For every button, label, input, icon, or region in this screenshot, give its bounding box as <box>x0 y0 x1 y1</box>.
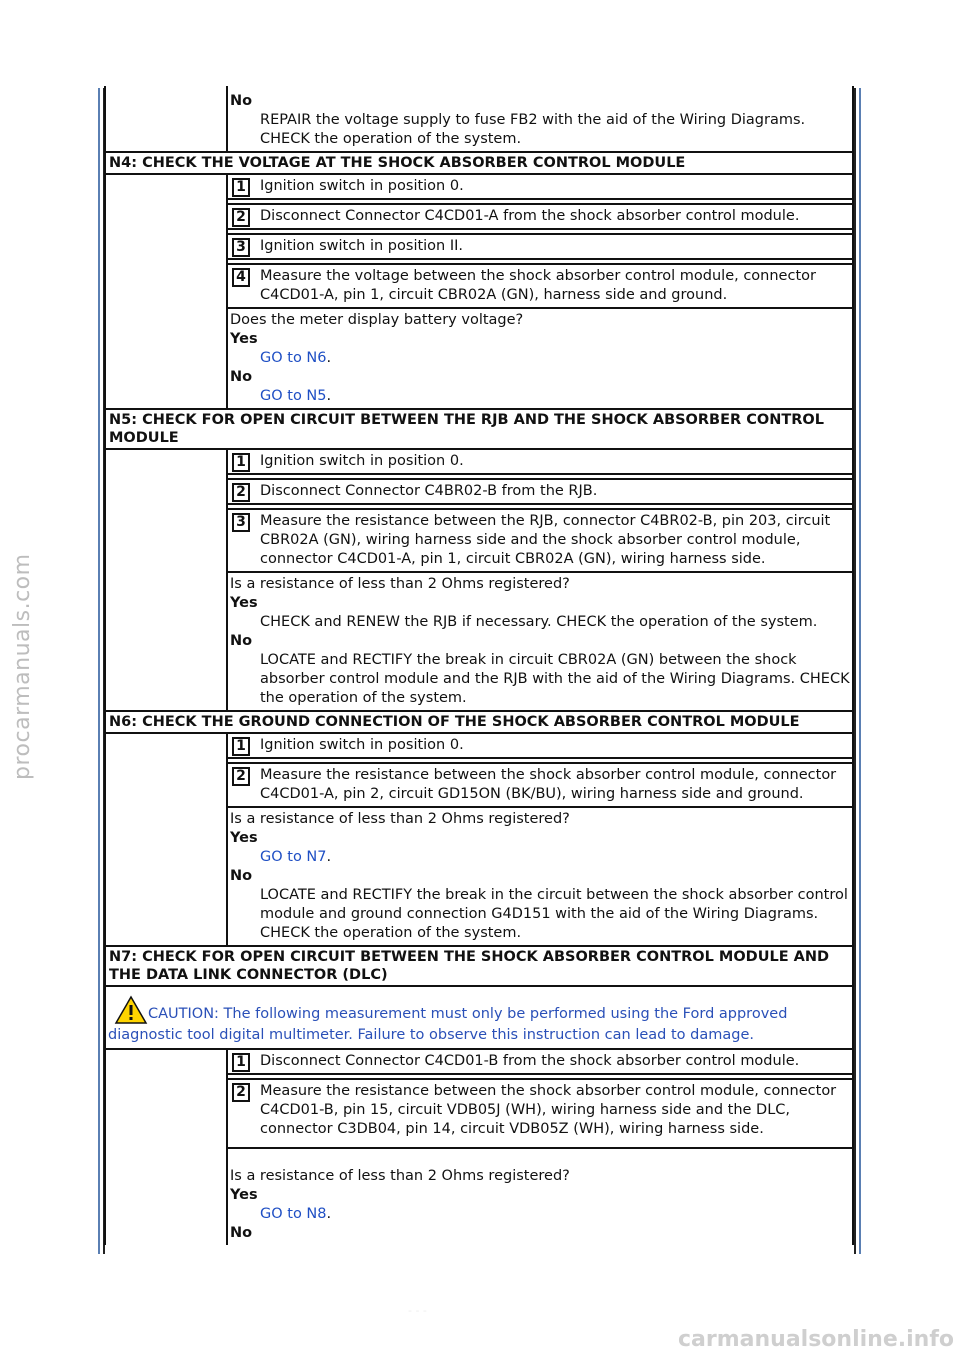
page-number: - - - <box>408 1304 427 1317</box>
step-number: 1 <box>232 178 250 197</box>
link-suffix: . <box>326 849 332 865</box>
step-text: Measure the resistance between the RJB, connector C4BR02-B, pin 203, circuit CBR02A (GN), wiring harness side and the shock absorber control module, connector C4CD01-A, pin 1, circuit CBR02A (GN), wiring harness side. <box>260 513 831 567</box>
no-text: REPAIR the voltage supply to fuse FB2 with the aid of the Wiring Diagrams. <box>260 112 806 128</box>
step-number: 1 <box>232 737 250 756</box>
step-text: Ignition switch in position II. <box>260 238 464 254</box>
step <box>228 175 852 200</box>
step-text: Measure the resistance between the shock absorber control module, connector C4CD01-B, pin 15, circuit VDB05J (WH), wiring harness side and the DLC, connector C3DB04, pin 14, circuit VDB05Z (WH), wiring harness side. <box>260 1083 837 1137</box>
n4-heading: N4: CHECK THE VOLTAGE AT THE SHOCK ABSORBER CONTROL MODULE <box>104 151 854 175</box>
yes-label: Yes <box>230 331 258 347</box>
step <box>228 450 852 475</box>
n6-steps-row <box>104 732 854 947</box>
n3-tail-row <box>104 86 854 153</box>
no-label: No <box>230 93 253 109</box>
no-text: LOCATE and RECTIFY the break in circuit CBR02A (GN) between the shock absorber control module and the RJB with the aid of the Wiring Diagrams. CHECK the operation of the system. <box>260 652 850 706</box>
procedure-table <box>104 88 854 1245</box>
yes-label: Yes <box>230 595 258 611</box>
n7-steps-row <box>104 1048 854 1245</box>
side-watermark: procarmanuals.com <box>10 553 35 780</box>
step <box>228 233 852 260</box>
link-suffix: . <box>326 388 332 404</box>
n5-heading: N5: CHECK FOR OPEN CIRCUIT BETWEEN THE RJB AND THE SHOCK ABSORBER CONTROL MODULE <box>104 408 854 450</box>
step <box>228 1078 852 1149</box>
n7-caution-row <box>104 985 854 1050</box>
step <box>228 734 852 759</box>
n4-steps-row <box>104 173 854 410</box>
step-text: Disconnect Connector C4CD01-B from the shock absorber control module. <box>260 1053 800 1069</box>
step-number: 2 <box>232 483 250 502</box>
no-label: No <box>230 1225 253 1241</box>
step-text: Disconnect Connector C4CD01-A from the shock absorber control module. <box>260 208 800 224</box>
step-number: 2 <box>232 767 250 786</box>
step <box>228 478 852 505</box>
step-number: 3 <box>232 238 250 257</box>
step <box>228 1050 852 1075</box>
step-text: Ignition switch in position 0. <box>260 737 464 753</box>
step <box>228 508 852 573</box>
step <box>228 203 852 230</box>
n5-steps-row <box>104 448 854 712</box>
question: Is a resistance of less than 2 Ohms registered? <box>230 576 570 592</box>
goto-n6-link[interactable]: GO to N6 <box>260 350 327 366</box>
no-text: CHECK the operation of the system. <box>260 131 522 147</box>
step-text: Ignition switch in position 0. <box>260 178 464 194</box>
right-margin-rule <box>859 88 861 1254</box>
step-number: 4 <box>232 268 250 287</box>
step-text: Disconnect Connector C4BR02-B from the RJB. <box>260 483 598 499</box>
step-number: 3 <box>232 513 250 532</box>
caution-text: CAUTION: The following measurement must only be performed using the Ford approved diagnostic tool digital multimeter. Failure to observe this instruction can lead to damage. <box>108 1006 788 1043</box>
n7-heading: N7: CHECK FOR OPEN CIRCUIT BETWEEN THE SHOCK ABSORBER CONTROL MODULE AND THE DATA LINK CONNECTOR (DLC) <box>104 945 854 987</box>
no-label: No <box>230 369 253 385</box>
step-text: Measure the voltage between the shock absorber control module, connector C4CD01-A, pin 1, circuit CBR02A (GN), harness side and ground. <box>260 268 816 303</box>
goto-n8-link[interactable]: GO to N8 <box>260 1206 327 1222</box>
step-number: 1 <box>232 1053 250 1072</box>
question: Is a resistance of less than 2 Ohms registered? <box>230 1168 570 1184</box>
footer-watermark: carmanualsonline.info <box>678 1327 954 1352</box>
question: Is a resistance of less than 2 Ohms registered? <box>230 811 570 827</box>
no-text: LOCATE and RECTIFY the break in the circuit between the shock absorber control module and ground connection G4D151 with the aid of the Wiring Diagrams. CHECK the operation of the system. <box>260 887 848 941</box>
n6-heading: N6: CHECK THE GROUND CONNECTION OF THE SHOCK ABSORBER CONTROL MODULE <box>104 710 854 734</box>
link-suffix: . <box>326 1206 332 1222</box>
step-number: 1 <box>232 453 250 472</box>
step-text: Ignition switch in position 0. <box>260 453 464 469</box>
step-number: 2 <box>232 1083 250 1102</box>
goto-n5-link[interactable]: GO to N5 <box>260 388 327 404</box>
yes-label: Yes <box>230 1187 258 1203</box>
no-label: No <box>230 633 253 649</box>
yes-label: Yes <box>230 830 258 846</box>
warning-icon <box>114 995 148 1025</box>
step <box>228 263 852 309</box>
no-label: No <box>230 868 253 884</box>
question: Does the meter display battery voltage? <box>230 312 524 328</box>
right-border-rule <box>854 88 856 1254</box>
left-margin-rule <box>98 88 100 1254</box>
yes-text: CHECK and RENEW the RJB if necessary. CHECK the operation of the system. <box>260 614 818 630</box>
step-text: Measure the resistance between the shock absorber control module, connector C4CD01-A, pin 2, circuit GD15ON (BK/BU), wiring harness side and ground. <box>260 767 837 802</box>
step-number: 2 <box>232 208 250 227</box>
goto-n7-link[interactable]: GO to N7 <box>260 849 327 865</box>
step <box>228 762 852 808</box>
link-suffix: . <box>326 350 332 366</box>
